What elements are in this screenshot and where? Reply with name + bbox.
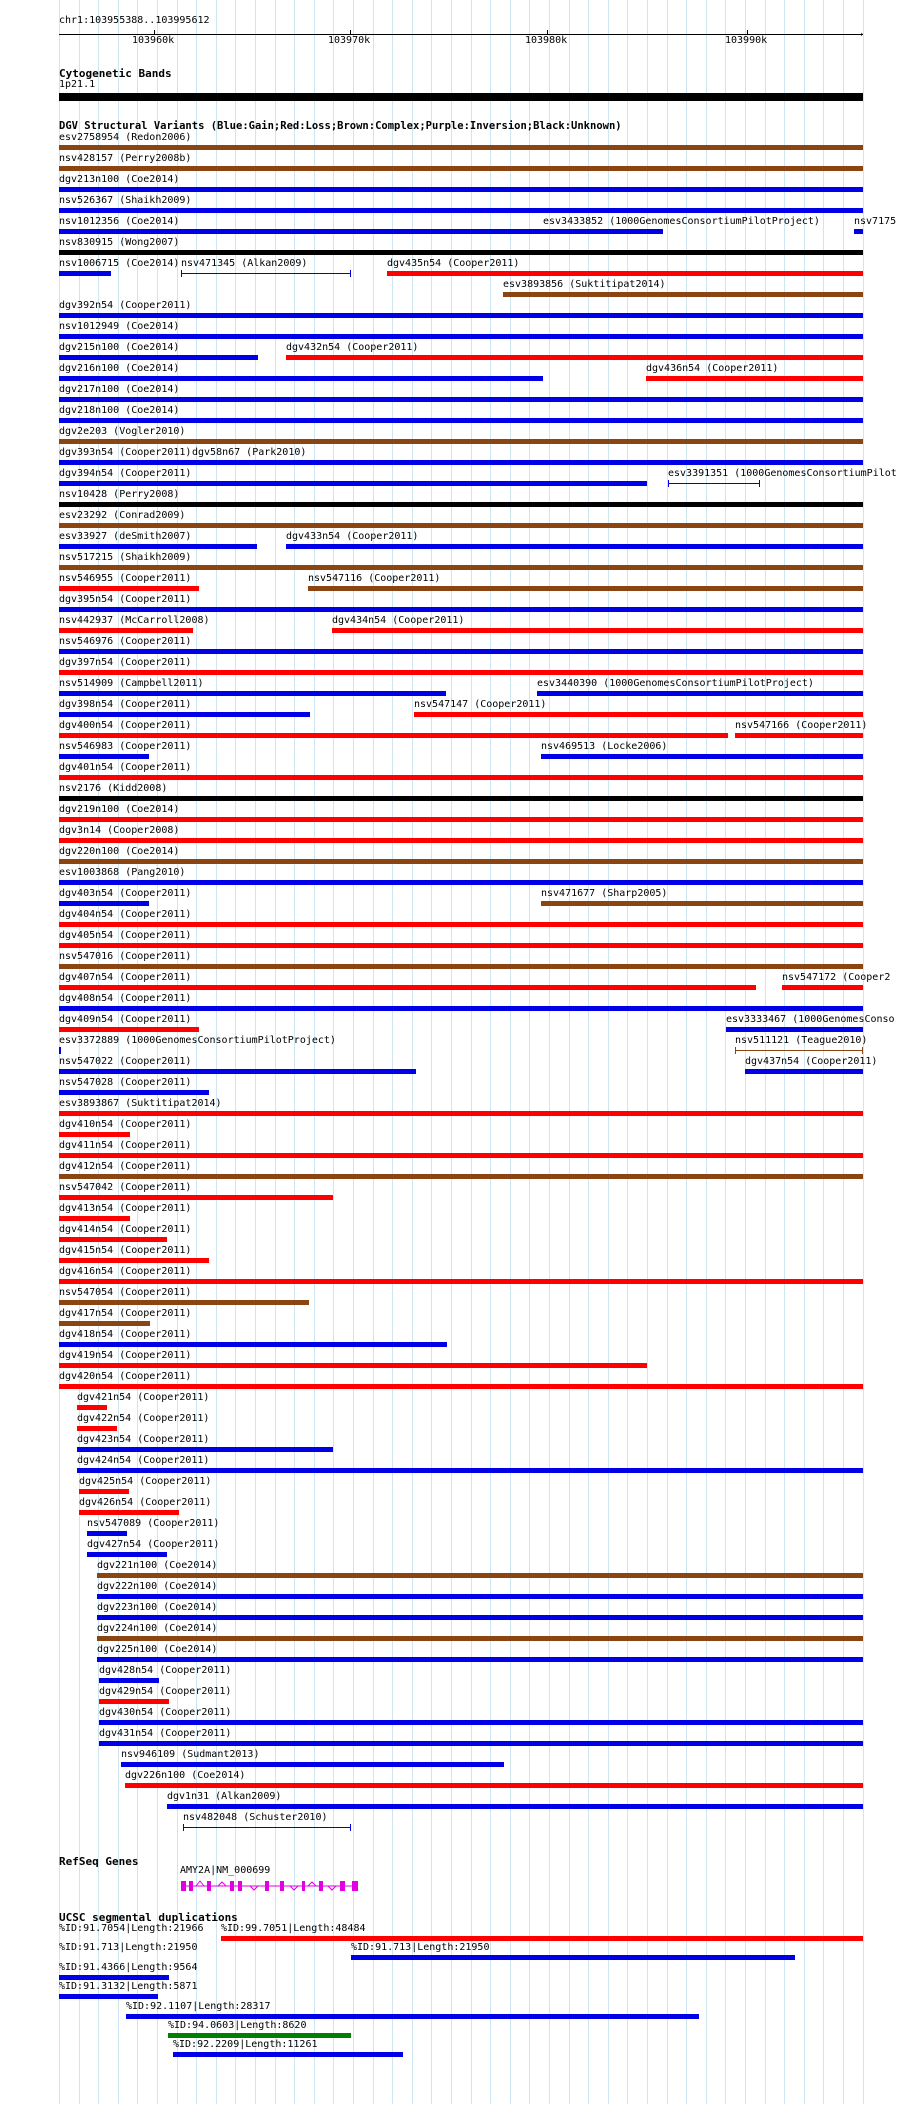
dgv-feature-bar[interactable]	[59, 712, 310, 717]
dgv-feature-bar[interactable]	[59, 208, 863, 213]
dgv-feature-label[interactable]: dgv435n54 (Cooper2011)	[387, 258, 520, 269]
dgv-feature-label[interactable]: nsv547147 (Cooper2011)	[414, 699, 547, 710]
dgv-feature-label[interactable]: dgv215n100 (Coe2014)	[59, 342, 180, 353]
dgv-feature-label[interactable]: nsv2176 (Kidd2008)	[59, 783, 168, 794]
dgv-feature-endcap	[668, 480, 669, 487]
cyto-track-title: Cytogenetic Bands	[59, 67, 172, 80]
dgv-feature-bar[interactable]	[59, 523, 863, 528]
dgv-feature-bar[interactable]	[87, 1531, 127, 1536]
dgv-feature-bar[interactable]	[735, 1050, 863, 1051]
dgv-track-title: DGV Structural Variants (Blue:Gain;Red:Loss;Brown:Complex;Purple:Inversion;Black:Unknown)	[59, 120, 622, 132]
dgv-feature-label[interactable]: dgv411n54 (Cooper2011)	[59, 1140, 192, 1151]
dgv-feature-endcap	[350, 270, 351, 277]
dgv-feature-bar[interactable]	[735, 733, 863, 738]
dgv-feature-bar[interactable]	[77, 1447, 333, 1452]
dgv-feature-bar[interactable]	[125, 1783, 863, 1788]
segdup-feature-label[interactable]: %ID:92.1107|Length:28317	[126, 2000, 271, 2012]
dgv-feature-label[interactable]: nsv946109 (Sudmant2013)	[121, 1749, 260, 1760]
dgv-feature-bar[interactable]	[541, 754, 863, 759]
dgv-feature-label[interactable]: dgv424n54 (Cooper2011)	[77, 1455, 210, 1466]
dgv-feature-label[interactable]: dgv431n54 (Cooper2011)	[99, 1728, 232, 1739]
dgv-feature-label[interactable]: esv3433852 (1000GenomesConsortiumPilotProject)	[543, 216, 820, 227]
dgv-feature-bar[interactable]	[59, 313, 863, 318]
dgv-feature-bar[interactable]	[668, 483, 760, 484]
dgv-feature-bar[interactable]	[59, 1132, 130, 1137]
dgv-feature-bar[interactable]	[286, 355, 863, 360]
dgv-feature-label[interactable]: nsv547089 (Cooper2011)	[87, 1518, 220, 1529]
dgv-feature-bar[interactable]	[97, 1594, 863, 1599]
ruler-label: 103960k	[132, 35, 175, 46]
dgv-feature-bar[interactable]	[59, 460, 192, 465]
dgv-feature-bar[interactable]	[59, 355, 258, 360]
dgv-feature-bar[interactable]	[59, 229, 543, 234]
dgv-feature-bar[interactable]	[59, 586, 199, 591]
dgv-feature-bar[interactable]	[59, 964, 863, 969]
dgv-feature-label[interactable]: dgv436n54 (Cooper2011)	[646, 363, 779, 374]
dgv-feature-bar[interactable]	[726, 1027, 863, 1032]
dgv-feature-bar[interactable]	[59, 1111, 863, 1116]
dgv-feature-bar[interactable]	[77, 1468, 863, 1473]
dgv-feature-label[interactable]: dgv213n100 (Coe2014)	[59, 174, 180, 185]
dgv-feature-label[interactable]: dgv219n100 (Coe2014)	[59, 804, 180, 815]
dgv-feature-bar[interactable]	[59, 376, 543, 381]
dgv-feature-label[interactable]: dgv408n54 (Cooper2011)	[59, 993, 192, 1004]
dgv-feature-bar[interactable]	[59, 481, 647, 486]
dgv-feature-label[interactable]: dgv427n54 (Cooper2011)	[87, 1539, 220, 1550]
dgv-feature-label[interactable]: esv3893856 (Suktitipat2014)	[503, 279, 666, 290]
dgv-feature-label[interactable]: dgv416n54 (Cooper2011)	[59, 1266, 192, 1277]
dgv-feature-bar[interactable]	[59, 1069, 416, 1074]
dgv-feature-bar[interactable]	[332, 628, 863, 633]
dgv-feature-label[interactable]: dgv216n100 (Coe2014)	[59, 363, 180, 374]
dgv-feature-label[interactable]: dgv423n54 (Cooper2011)	[77, 1434, 210, 1445]
dgv-feature-bar[interactable]	[59, 922, 863, 927]
dgv-feature-label[interactable]: dgv428n54 (Cooper2011)	[99, 1665, 232, 1676]
segdup-feature-bar[interactable]	[59, 1975, 169, 1980]
dgv-feature-bar[interactable]	[192, 460, 863, 465]
dgv-feature-label[interactable]: nsv10428 (Perry2008)	[59, 489, 180, 500]
dgv-feature-bar[interactable]	[59, 544, 257, 549]
segdup-feature-label[interactable]: %ID:92.2209|Length:11261	[173, 2039, 318, 2051]
dgv-feature-endcap	[735, 1047, 736, 1054]
dgv-feature-label[interactable]: nsv482048 (Schuster2010)	[183, 1812, 328, 1823]
dgv-feature-label[interactable]: nsv546983 (Cooper2011)	[59, 741, 192, 752]
dgv-feature-bar[interactable]	[59, 334, 863, 339]
segdup-feature-label[interactable]: %ID:91.7054|Length:21966	[59, 1923, 204, 1934]
dgv-feature-label[interactable]: nsv830915 (Wong2007)	[59, 237, 180, 248]
dgv-feature-bar[interactable]	[87, 1552, 167, 1557]
dgv-feature-label[interactable]: dgv410n54 (Cooper2011)	[59, 1119, 192, 1130]
dgv-feature-label[interactable]: dgv394n54 (Cooper2011)	[59, 468, 192, 479]
segdup-feature-label[interactable]: %ID:91.713|Length:21950	[351, 1942, 490, 1954]
dgv-feature-label[interactable]: nsv526367 (Shaikh2009)	[59, 195, 192, 206]
dgv-feature-label[interactable]: dgv398n54 (Cooper2011)	[59, 699, 192, 710]
dgv-feature-bar[interactable]	[59, 838, 863, 843]
dgv-feature-bar[interactable]	[59, 187, 863, 192]
dgv-feature-label[interactable]: dgv395n54 (Cooper2011)	[59, 594, 192, 605]
dgv-feature-label[interactable]: nsv546976 (Cooper2011)	[59, 636, 192, 647]
dgv-feature-label[interactable]: nsv442937 (McCarroll2008)	[59, 615, 210, 626]
dgv-feature-label[interactable]: dgv222n100 (Coe2014)	[97, 1581, 218, 1592]
dgv-feature-bar[interactable]	[59, 397, 863, 402]
dgv-feature-bar[interactable]	[99, 1741, 863, 1746]
dgv-feature-bar[interactable]	[59, 565, 863, 570]
dgv-feature-label[interactable]: dgv1n31 (Alkan2009)	[167, 1791, 282, 1802]
dgv-feature-label[interactable]: dgv404n54 (Cooper2011)	[59, 909, 192, 920]
dgv-feature-label[interactable]: dgv426n54 (Cooper2011)	[79, 1497, 212, 1508]
gene-structure-icon	[180, 1880, 360, 1892]
dgv-feature-bar[interactable]	[59, 1300, 309, 1305]
dgv-feature-label[interactable]: dgv405n54 (Cooper2011)	[59, 930, 192, 941]
dgv-feature-label[interactable]: nsv547042 (Cooper2011)	[59, 1182, 192, 1193]
dgv-feature-bar[interactable]	[59, 985, 756, 990]
dgv-feature-bar[interactable]	[97, 1636, 863, 1641]
dgv-feature-bar[interactable]	[59, 796, 863, 801]
dgv-feature-label[interactable]: dgv414n54 (Cooper2011)	[59, 1224, 192, 1235]
dgv-feature-label[interactable]: dgv400n54 (Cooper2011)	[59, 720, 192, 731]
dgv-feature-label[interactable]: dgv417n54 (Cooper2011)	[59, 1308, 192, 1319]
dgv-feature-label[interactable]: dgv409n54 (Cooper2011)	[59, 1014, 192, 1025]
dgv-feature-label[interactable]: nsv547172 (Cooper2	[782, 972, 891, 983]
dgv-feature-bar[interactable]	[59, 250, 863, 255]
cyto-band-label: 1p21.1	[59, 79, 96, 90]
dgv-feature-label[interactable]: nsv547022 (Cooper2011)	[59, 1056, 192, 1067]
segdup-feature-label[interactable]: %ID:91.3132|Length:5871	[59, 1981, 198, 1993]
dgv-feature-label[interactable]: dgv418n54 (Cooper2011)	[59, 1329, 192, 1340]
dgv-feature-bar[interactable]	[59, 1090, 209, 1095]
dgv-feature-label[interactable]: esv3893867 (Suktitipat2014)	[59, 1098, 222, 1109]
dgv-feature-label[interactable]: esv3440390 (1000GenomesConsortiumPilotProject)	[537, 678, 814, 689]
dgv-feature-bar[interactable]	[181, 273, 351, 274]
dgv-feature-bar[interactable]	[77, 1426, 117, 1431]
dgv-feature-label[interactable]: nsv469513 (Locke2006)	[541, 741, 668, 752]
dgv-feature-label[interactable]: dgv220n100 (Coe2014)	[59, 846, 180, 857]
dgv-feature-label[interactable]: dgv2e203 (Vogler2010)	[59, 426, 186, 437]
dgv-feature-label[interactable]: nsv547116 (Cooper2011)	[308, 573, 441, 584]
dgv-feature-bar[interactable]	[59, 691, 446, 696]
dgv-feature-endcap	[862, 1047, 863, 1054]
dgv-feature-label[interactable]: dgv403n54 (Cooper2011)	[59, 888, 192, 899]
dgv-feature-label[interactable]: nsv547054 (Cooper2011)	[59, 1287, 192, 1298]
dgv-feature-bar[interactable]	[646, 376, 863, 381]
dgv-feature-bar[interactable]	[121, 1762, 504, 1767]
segdup-feature-label[interactable]: %ID:94.0603|Length:8620	[168, 2020, 307, 2031]
dgv-feature-bar[interactable]	[59, 439, 863, 444]
dgv-feature-label[interactable]: dgv432n54 (Cooper2011)	[286, 342, 419, 353]
dgv-feature-label[interactable]: dgv415n54 (Cooper2011)	[59, 1245, 192, 1256]
ruler-label: 103980k	[525, 35, 568, 46]
dgv-feature-bar[interactable]	[59, 775, 863, 780]
ruler-label: 103970k	[328, 35, 371, 46]
dgv-feature-label[interactable]: nsv7175	[854, 216, 897, 227]
dgv-feature-label[interactable]: dgv223n100 (Coe2014)	[97, 1602, 218, 1613]
segdup-feature-bar[interactable]	[126, 2014, 699, 2019]
dgv-feature-label[interactable]: esv3333467 (1000GenomesConso	[726, 1014, 895, 1025]
dgv-feature-bar[interactable]	[59, 859, 863, 864]
position-label: chr1:103955388..103995612	[59, 15, 210, 26]
dgv-feature-label[interactable]: dgv3n14 (Cooper2008)	[59, 825, 180, 836]
dgv-feature-bar[interactable]	[59, 1258, 209, 1263]
dgv-feature-bar[interactable]	[59, 1006, 863, 1011]
dgv-feature-bar[interactable]	[97, 1657, 863, 1662]
dgv-feature-bar[interactable]	[59, 649, 863, 654]
segdup-track-title: UCSC segmental duplications	[59, 1911, 238, 1924]
dgv-feature-bar[interactable]	[59, 733, 728, 738]
segdup-feature-label[interactable]: %ID:99.7051|Length:48484	[221, 1923, 366, 1934]
dgv-feature-label[interactable]: dgv422n54 (Cooper2011)	[77, 1413, 210, 1424]
dgv-feature-label[interactable]: nsv547028 (Cooper2011)	[59, 1077, 192, 1088]
dgv-feature-bar[interactable]	[59, 271, 111, 276]
dgv-feature-label[interactable]: dgv218n100 (Coe2014)	[59, 405, 180, 416]
dgv-feature-bar[interactable]	[99, 1678, 159, 1683]
dgv-feature-bar[interactable]	[59, 1363, 647, 1368]
dgv-feature-bar[interactable]	[59, 670, 863, 675]
dgv-feature-bar[interactable]	[782, 985, 863, 990]
dgv-feature-bar[interactable]	[183, 1827, 351, 1828]
dgv-feature-bar[interactable]	[543, 229, 663, 234]
segdup-feature-label[interactable]: %ID:91.713|Length:21950	[59, 1942, 198, 1954]
dgv-feature-label[interactable]: dgv58n67 (Park2010)	[192, 447, 307, 458]
scroll-right-arrow-icon[interactable]: →	[856, 29, 863, 40]
dgv-feature-label[interactable]: dgv420n54 (Cooper2011)	[59, 1371, 192, 1382]
gene-model-amy2a[interactable]	[180, 1877, 360, 1889]
dgv-feature-bar[interactable]	[745, 1069, 863, 1074]
dgv-feature-bar[interactable]	[59, 1237, 167, 1242]
dgv-feature-label[interactable]: dgv433n54 (Cooper2011)	[286, 531, 419, 542]
dgv-feature-bar[interactable]	[541, 901, 863, 906]
dgv-feature-endcap	[350, 1824, 351, 1831]
dgv-feature-label[interactable]: nsv546955 (Cooper2011)	[59, 573, 192, 584]
segdup-feature-bar[interactable]	[173, 2052, 403, 2057]
gene-label[interactable]: AMY2A|NM_000699	[180, 1865, 271, 1876]
dgv-feature-label[interactable]: dgv429n54 (Cooper2011)	[99, 1686, 232, 1697]
dgv-feature-label[interactable]: dgv412n54 (Cooper2011)	[59, 1161, 192, 1172]
dgv-feature-label[interactable]: dgv401n54 (Cooper2011)	[59, 762, 192, 773]
dgv-feature-label[interactable]: dgv392n54 (Cooper2011)	[59, 300, 192, 311]
dgv-feature-bar[interactable]	[308, 586, 863, 591]
dgv-feature-bar[interactable]	[99, 1720, 863, 1725]
dgv-feature-bar[interactable]	[59, 1216, 130, 1221]
dgv-feature-label[interactable]: dgv419n54 (Cooper2011)	[59, 1350, 192, 1361]
segdup-feature-bar[interactable]	[351, 1955, 795, 1960]
dgv-feature-bar[interactable]	[59, 1279, 863, 1284]
cyto-band[interactable]	[59, 93, 863, 101]
dgv-feature-bar[interactable]	[59, 418, 863, 423]
dgv-feature-bar[interactable]	[59, 1174, 863, 1179]
dgv-feature-label[interactable]: nsv517215 (Shaikh2009)	[59, 552, 192, 563]
dgv-feature-bar[interactable]	[387, 271, 863, 276]
dgv-feature-bar[interactable]	[167, 1804, 863, 1809]
dgv-feature-label[interactable]: nsv1006715 (Coe2014)	[59, 258, 180, 269]
dgv-feature-label[interactable]: esv3391351 (1000GenomesConsortiumPilot	[668, 468, 897, 479]
dgv-feature-label[interactable]: dgv434n54 (Cooper2011)	[332, 615, 465, 626]
dgv-feature-label[interactable]: nsv514909 (Campbell2011)	[59, 678, 204, 689]
grid-line	[863, 0, 864, 2104]
dgv-feature-bar[interactable]	[79, 1510, 179, 1515]
dgv-feature-label[interactable]: dgv407n54 (Cooper2011)	[59, 972, 192, 983]
dgv-feature-bar[interactable]	[286, 544, 863, 549]
dgv-feature-label[interactable]: esv33927 (deSmith2007)	[59, 531, 192, 542]
dgv-feature-bar[interactable]	[59, 754, 149, 759]
dgv-feature-label[interactable]: esv1003868 (Pang2010)	[59, 867, 186, 878]
dgv-feature-label[interactable]: nsv547166 (Cooper2011)	[735, 720, 868, 731]
dgv-feature-bar[interactable]	[97, 1573, 863, 1578]
dgv-feature-label[interactable]: dgv393n54 (Cooper2011)	[59, 447, 192, 458]
dgv-feature-bar[interactable]	[59, 1384, 863, 1389]
dgv-feature-label[interactable]: dgv430n54 (Cooper2011)	[99, 1707, 232, 1718]
dgv-feature-bar[interactable]	[59, 607, 863, 612]
dgv-feature-label[interactable]: dgv225n100 (Coe2014)	[97, 1644, 218, 1655]
dgv-feature-label[interactable]: dgv221n100 (Coe2014)	[97, 1560, 218, 1571]
dgv-feature-bar[interactable]	[59, 1027, 199, 1032]
dgv-feature-label[interactable]: nsv547016 (Cooper2011)	[59, 951, 192, 962]
segdup-feature-bar[interactable]	[168, 2033, 351, 2038]
dgv-feature-bar[interactable]	[59, 901, 149, 906]
dgv-feature-bar[interactable]	[414, 712, 863, 717]
dgv-feature-bar[interactable]	[59, 1195, 333, 1200]
segdup-feature-bar[interactable]	[59, 1994, 158, 1999]
segdup-feature-bar[interactable]	[221, 1936, 863, 1941]
dgv-feature-label[interactable]: esv2758954 (Redon2006)	[59, 132, 192, 143]
dgv-feature-bar[interactable]	[59, 502, 863, 507]
dgv-feature-label[interactable]: esv23292 (Conrad2009)	[59, 510, 186, 521]
dgv-feature-label[interactable]: dgv397n54 (Cooper2011)	[59, 657, 192, 668]
dgv-feature-endcap	[183, 1824, 184, 1831]
dgv-feature-bar[interactable]	[59, 880, 863, 885]
dgv-feature-bar[interactable]	[537, 691, 863, 696]
dgv-feature-bar[interactable]	[97, 1615, 863, 1620]
dgv-feature-label[interactable]: nsv471677 (Sharp2005)	[541, 888, 668, 899]
dgv-feature-bar[interactable]	[59, 817, 863, 822]
dgv-feature-bar[interactable]	[854, 229, 863, 234]
dgv-feature-label[interactable]: esv3372889 (1000GenomesConsortiumPilotProject)	[59, 1035, 336, 1046]
dgv-feature-label[interactable]: nsv1012356 (Coe2014)	[59, 216, 180, 227]
dgv-feature-label[interactable]: dgv437n54 (Cooper2011)	[745, 1056, 878, 1067]
refseq-track-title: RefSeq Genes	[59, 1855, 139, 1868]
dgv-feature-label[interactable]: dgv224n100 (Coe2014)	[97, 1623, 218, 1634]
dgv-feature-label[interactable]: nsv511121 (Teague2010)	[735, 1035, 868, 1046]
dgv-feature-bar[interactable]	[503, 292, 863, 297]
ruler-label: 103990k	[725, 35, 768, 46]
dgv-feature-label[interactable]: dgv421n54 (Cooper2011)	[77, 1392, 210, 1403]
dgv-feature-label[interactable]: dgv217n100 (Coe2014)	[59, 384, 180, 395]
dgv-feature-bar[interactable]	[99, 1699, 169, 1704]
dgv-feature-label[interactable]: dgv413n54 (Cooper2011)	[59, 1203, 192, 1214]
dgv-feature-bar[interactable]	[59, 628, 193, 633]
dgv-feature-bar[interactable]	[59, 1153, 863, 1158]
dgv-feature-label[interactable]: nsv428157 (Perry2008b)	[59, 153, 192, 164]
dgv-feature-bar[interactable]	[59, 166, 863, 171]
dgv-feature-bar[interactable]	[79, 1489, 129, 1494]
dgv-feature-endcap	[60, 1047, 61, 1054]
dgv-feature-bar[interactable]	[77, 1405, 107, 1410]
dgv-feature-endcap	[181, 270, 182, 277]
segdup-feature-label[interactable]: %ID:91.4366|Length:9564	[59, 1961, 198, 1973]
dgv-feature-bar[interactable]	[59, 943, 863, 948]
dgv-feature-bar[interactable]	[59, 1321, 150, 1326]
dgv-feature-label[interactable]: nsv1012949 (Coe2014)	[59, 321, 180, 332]
dgv-feature-bar[interactable]	[59, 145, 863, 150]
dgv-feature-endcap	[759, 480, 760, 487]
dgv-feature-label[interactable]: dgv425n54 (Cooper2011)	[79, 1476, 212, 1487]
dgv-feature-bar[interactable]	[59, 1342, 447, 1347]
dgv-feature-label[interactable]: dgv226n100 (Coe2014)	[125, 1770, 246, 1781]
dgv-feature-label[interactable]: nsv471345 (Alkan2009)	[181, 258, 308, 269]
